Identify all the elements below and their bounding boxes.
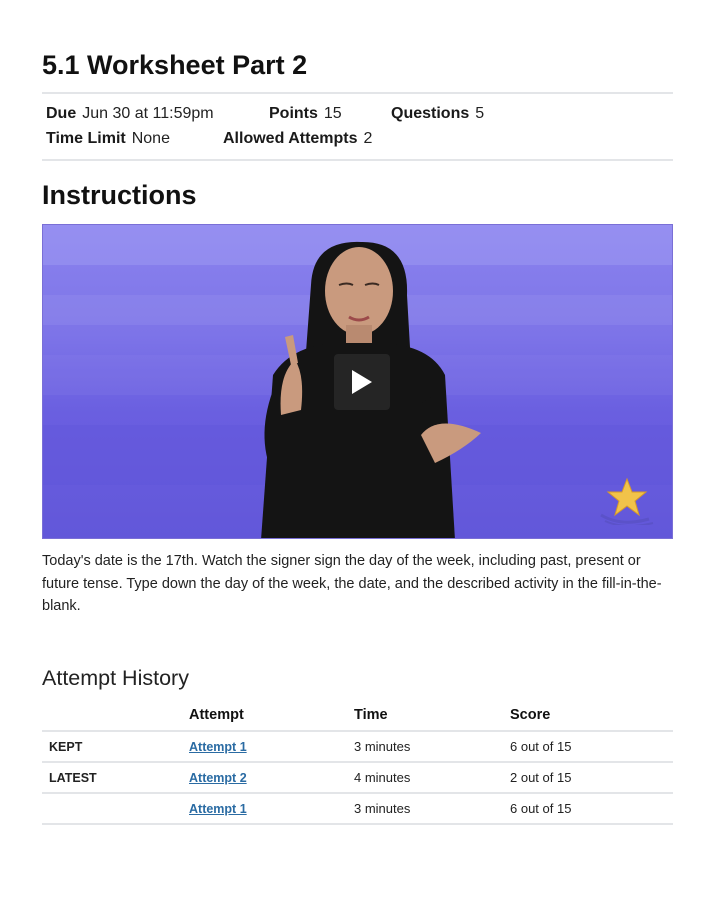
table-row bbox=[42, 731, 673, 762]
allowed-attempts-label: Allowed Attempts bbox=[223, 130, 358, 147]
attempt-score: 6 out of 15 bbox=[510, 731, 673, 762]
attempt-history-table bbox=[42, 700, 673, 825]
questions-value: 5 bbox=[475, 105, 485, 122]
attempt-status: KEPT bbox=[42, 731, 189, 762]
divider bbox=[42, 159, 673, 161]
column-header-time: Time bbox=[354, 700, 510, 731]
allowed-attempts-value: 2 bbox=[363, 130, 373, 147]
questions-label: Questions bbox=[391, 105, 470, 122]
page-title: 5.1 Worksheet Part 2 bbox=[42, 50, 308, 80]
points-label: Points bbox=[269, 105, 318, 122]
attempt-link[interactable]: Attempt 1 bbox=[189, 740, 247, 754]
instructions-heading: Instructions bbox=[42, 180, 197, 210]
time-limit-info bbox=[46, 130, 170, 148]
column-header-score: Score bbox=[510, 700, 673, 731]
attempt-time: 4 minutes bbox=[354, 762, 510, 793]
column-header-attempt: Attempt bbox=[189, 700, 354, 731]
due-label: Due bbox=[46, 105, 77, 122]
time-limit-value: None bbox=[131, 130, 170, 147]
attempt-status bbox=[42, 793, 189, 824]
table-row bbox=[42, 762, 673, 793]
attempt-status: LATEST bbox=[42, 762, 189, 793]
attempt-history-heading: Attempt History bbox=[42, 666, 189, 690]
divider bbox=[42, 92, 673, 94]
star-logo-icon bbox=[597, 475, 657, 525]
attempt-score: 6 out of 15 bbox=[510, 793, 673, 824]
time-limit-label: Time Limit bbox=[46, 130, 126, 147]
attempt-score: 2 out of 15 bbox=[510, 762, 673, 793]
due-value: Jun 30 at 11:59pm bbox=[82, 105, 214, 122]
questions-info bbox=[391, 105, 484, 123]
points-value: 15 bbox=[323, 105, 342, 122]
play-icon bbox=[350, 368, 374, 396]
attempt-time: 3 minutes bbox=[354, 731, 510, 762]
attempt-link[interactable]: Attempt 2 bbox=[189, 771, 247, 785]
play-button[interactable] bbox=[334, 354, 390, 410]
points-info bbox=[269, 105, 342, 123]
allowed-attempts-info bbox=[223, 130, 372, 148]
attempt-link[interactable]: Attempt 1 bbox=[189, 802, 247, 816]
due-info bbox=[46, 105, 214, 123]
column-header-status bbox=[42, 700, 189, 731]
table-row bbox=[42, 793, 673, 824]
attempt-time: 3 minutes bbox=[354, 793, 510, 824]
table-header-row bbox=[42, 700, 673, 731]
instructions-text: Today's date is the 17th. Watch the signer sign the day of the week, including past, present or future tense. Type down the day of the week, the date, and the described activity in the fill-in-the-blank. bbox=[42, 553, 662, 614]
